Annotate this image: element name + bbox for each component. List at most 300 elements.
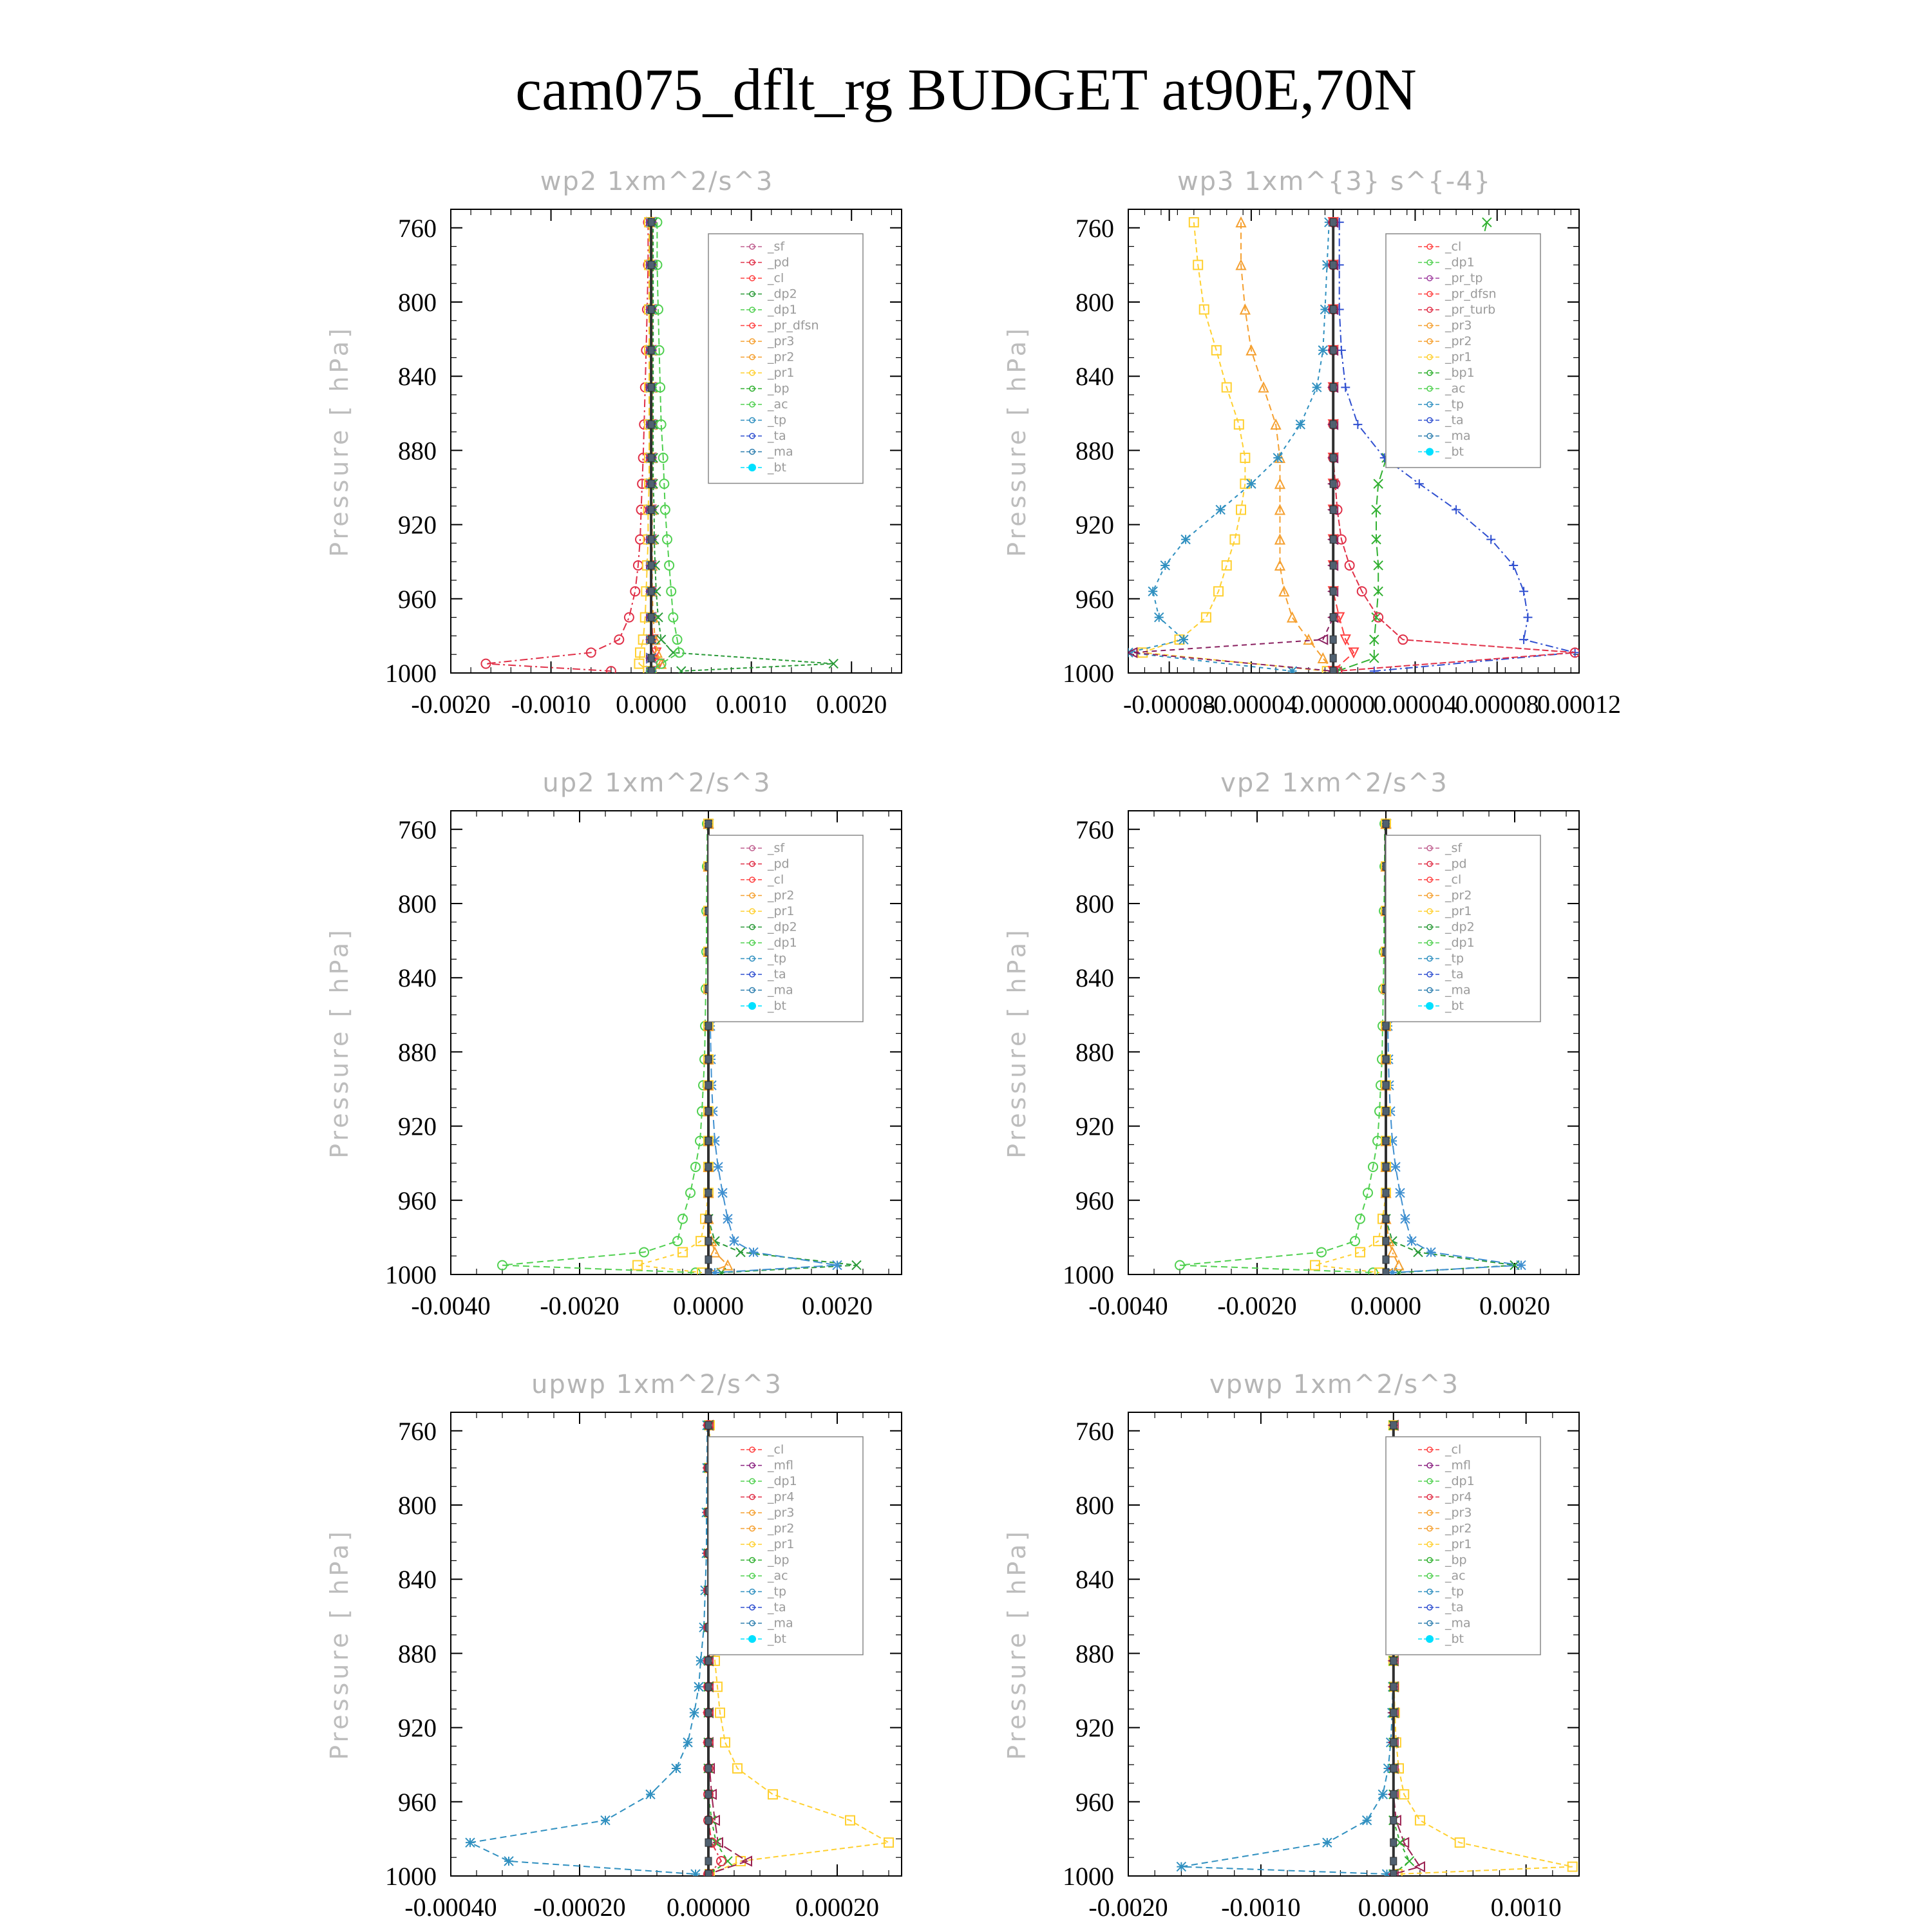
legend-label: _pr1: [1445, 904, 1472, 918]
legend-label: _mfl: [768, 1458, 793, 1473]
data-point-bt: [1383, 1269, 1389, 1276]
data-point-bt: [705, 1215, 712, 1223]
y-tick-label: 1000: [385, 1260, 437, 1289]
data-point-tp: [694, 1682, 703, 1691]
data-point-tp: [1401, 1215, 1410, 1224]
y-axis-label: Pressure [ hPa]: [1003, 325, 1031, 557]
data-point-bt: [705, 1839, 712, 1846]
y-tick-label: 840: [398, 963, 437, 993]
y-tick-label: 880: [1075, 1037, 1114, 1067]
y-tick-label: 800: [398, 1491, 437, 1520]
y-tick-label: 960: [1075, 1186, 1114, 1215]
legend-label: _pr1: [768, 904, 795, 918]
y-tick-label: 760: [1075, 815, 1114, 844]
legend-label: _cl: [768, 1443, 784, 1457]
data-point-bt: [705, 1108, 712, 1115]
data-point-bt: [648, 506, 654, 514]
legend-label: _ma: [1445, 1616, 1471, 1631]
data-point-bp: [1405, 1857, 1414, 1866]
y-tick-label: 960: [398, 584, 437, 614]
data-point-bt: [1390, 1683, 1397, 1690]
data-point-bt: [1383, 1256, 1389, 1264]
data-point-bt: [1390, 1765, 1397, 1772]
data-point-tp: [1396, 1188, 1405, 1197]
data-point-tp: [1247, 479, 1256, 488]
series-line-pr_turb: [1333, 222, 1354, 671]
y-tick-label: 800: [398, 288, 437, 317]
legend: [1386, 1437, 1540, 1655]
y-tick-label: 880: [398, 436, 437, 466]
series-line-tp: [470, 1425, 707, 1874]
data-point-bt: [1330, 306, 1336, 314]
legend-label: _sf: [768, 240, 785, 254]
legend: [1386, 234, 1540, 468]
data-point-pr1: [768, 1790, 777, 1799]
y-tick-label: 760: [1075, 1416, 1114, 1446]
legend-label: _ac: [768, 1569, 788, 1583]
data-point-tp: [691, 1870, 700, 1879]
x-tick-label: -0.0040: [411, 1291, 491, 1320]
data-point-pr3: [1288, 613, 1297, 622]
x-tick-label: -0.0010: [1221, 1893, 1301, 1922]
chart-panel-1: [325, 167, 902, 719]
legend-label: _dp1: [768, 1474, 797, 1488]
legend-marker: [1426, 448, 1434, 456]
figure-title: cam075_dflt_rg BUDGET at90E,70N: [515, 57, 1417, 122]
data-point-bt: [1330, 480, 1336, 488]
y-axis-label: Pressure [ hPa]: [325, 1528, 354, 1760]
data-point-bt: [1390, 1421, 1397, 1429]
data-point-bt: [705, 1056, 712, 1063]
legend-label: _tp: [768, 951, 787, 966]
data-point-dp1: [1350, 1236, 1359, 1245]
x-tick-label: -0.0010: [511, 690, 591, 719]
legend-label: _tp: [1445, 397, 1464, 412]
y-tick-label: 840: [398, 1565, 437, 1595]
y-tick-label: 1000: [1063, 1862, 1114, 1891]
data-point-tp: [1363, 1816, 1372, 1825]
data-point-bt: [1390, 1739, 1397, 1747]
data-point-tp: [1179, 635, 1188, 644]
data-point-bt: [1383, 1056, 1389, 1063]
x-tick-label: -0.0020: [540, 1291, 620, 1320]
data-point-bt: [705, 1237, 712, 1245]
legend-marker: [1426, 1002, 1434, 1010]
legend-label: _cl: [768, 873, 784, 887]
data-point-ta: [1519, 587, 1528, 596]
legend-label: _bt: [768, 460, 787, 475]
data-point-bt: [648, 454, 654, 462]
y-tick-label: 1000: [1063, 1260, 1114, 1289]
y-tick-label: 960: [398, 1186, 437, 1215]
data-point-tp: [1323, 1838, 1332, 1847]
data-point-tp: [1181, 535, 1190, 544]
legend-label: _ta: [1445, 413, 1464, 428]
series-line-tp: [1181, 1425, 1393, 1874]
data-point-tp: [504, 1857, 513, 1866]
data-point-tp: [1378, 1790, 1387, 1799]
y-tick-label: 800: [1075, 889, 1114, 918]
data-point-bt: [1330, 261, 1336, 269]
data-point-bt: [1330, 421, 1336, 428]
x-tick-label: 0.0020: [1479, 1291, 1550, 1320]
data-point-bt: [705, 1269, 712, 1276]
legend-label: _cl: [768, 271, 784, 285]
legend-label: _pr1: [1445, 350, 1472, 365]
legend-label: _ma: [768, 1616, 793, 1631]
x-tick-label: 0.00020: [795, 1893, 879, 1922]
data-point-bt: [648, 667, 654, 675]
chart-panel-2: [1003, 167, 1621, 719]
data-point-bt: [648, 383, 654, 391]
data-point-bt: [1390, 1870, 1397, 1878]
y-tick-label: 840: [1075, 963, 1114, 993]
x-tick-label: -0.00004: [1205, 690, 1298, 719]
data-point-bt: [1330, 506, 1336, 514]
legend-label: _bt: [768, 1632, 787, 1646]
data-point-bt: [1383, 1163, 1389, 1171]
data-point-pr1: [677, 667, 686, 676]
chart-panel-5: [325, 1370, 902, 1922]
data-point-tp: [718, 1188, 727, 1197]
x-tick-label: 0.00000: [667, 1893, 750, 1922]
y-tick-label: 960: [1075, 1787, 1114, 1817]
y-tick-label: 880: [1075, 1639, 1114, 1669]
y-axis-label: Pressure [ hPa]: [1003, 1528, 1031, 1760]
panel-title: up2 1xm^2/s^3: [542, 768, 772, 798]
data-point-pr3: [1304, 635, 1313, 644]
legend-label: _pr_turb: [1445, 303, 1496, 317]
legend-label: _ma: [768, 444, 793, 459]
chart-panels: [325, 167, 1621, 1922]
series-line-tp: [1128, 222, 1329, 671]
legend-label: _bp1: [1445, 366, 1475, 380]
data-point-tp: [1273, 453, 1282, 462]
legend-label: _dp1: [1445, 1474, 1475, 1488]
x-tick-label: 0.00000: [1291, 690, 1376, 719]
legend-label: _bp: [1445, 1553, 1467, 1567]
data-point-bt: [705, 1081, 712, 1089]
data-point-dp1: [1416, 1862, 1425, 1871]
legend-label: _ac: [768, 397, 788, 412]
y-tick-label: 1000: [385, 659, 437, 688]
data-point-bt: [1383, 1137, 1389, 1145]
data-point-bt: [1390, 1790, 1397, 1798]
x-tick-label: 0.00012: [1537, 690, 1621, 719]
y-tick-label: 760: [398, 213, 437, 243]
data-point-pr1: [1416, 1816, 1425, 1825]
legend-label: _dp2: [768, 920, 797, 934]
data-point-tp: [601, 1816, 610, 1825]
legend-label: _bp: [768, 381, 790, 396]
y-tick-label: 840: [1075, 362, 1114, 392]
legend-label: _pr2: [768, 1521, 795, 1536]
data-point-pr2: [710, 1247, 719, 1256]
legend-label: _dp2: [768, 287, 797, 301]
data-point-bt: [1390, 1817, 1397, 1824]
legend-label: _pr2: [768, 888, 795, 903]
y-tick-label: 800: [398, 889, 437, 918]
data-point-bt: [1383, 1215, 1389, 1223]
y-tick-label: 880: [398, 1639, 437, 1669]
x-tick-label: 0.0010: [715, 690, 787, 719]
x-tick-label: 0.0000: [673, 1291, 744, 1320]
data-point-pr2: [1388, 1247, 1397, 1256]
legend-label: _pr2: [768, 350, 795, 365]
data-point-pr1: [678, 1247, 687, 1256]
data-point-dp1: [673, 1236, 682, 1245]
legend: [708, 835, 863, 1022]
legend: [1386, 835, 1540, 1022]
data-point-bt: [705, 1870, 712, 1878]
data-point-bt: [1330, 454, 1336, 462]
data-point-bt: [705, 1256, 712, 1264]
legend-label: _tp: [1445, 951, 1464, 966]
data-point-pr2: [1394, 1261, 1403, 1270]
legend-label: _pr2: [1445, 334, 1472, 348]
legend-label: _dp1: [1445, 936, 1475, 950]
data-point-bt: [705, 1683, 712, 1690]
data-point-tp: [1216, 506, 1225, 515]
y-tick-label: 920: [398, 1713, 437, 1743]
data-point-tp: [1318, 346, 1327, 355]
series-line-dp1: [1180, 824, 1385, 1273]
legend-label: _pr4: [768, 1490, 795, 1504]
series-line-pr1: [638, 824, 708, 1273]
chart-panel-3: [325, 768, 902, 1320]
data-point-tp: [833, 1261, 842, 1270]
y-tick-label: 760: [1075, 213, 1114, 243]
data-point-dp2: [736, 1247, 745, 1256]
legend-label: _bp: [768, 1553, 790, 1567]
legend-label: _bt: [1445, 444, 1464, 459]
data-point-bt: [648, 536, 654, 544]
data-point-tp: [466, 1838, 475, 1847]
data-point-dp1: [625, 613, 634, 622]
data-point-tp: [1148, 587, 1157, 596]
data-point-bt: [1330, 614, 1336, 621]
y-axis-label: Pressure [ hPa]: [325, 927, 354, 1159]
legend-label: _pr2: [1445, 888, 1472, 903]
x-tick-label: 0.0000: [1358, 1893, 1429, 1922]
y-tick-label: 880: [1075, 436, 1114, 466]
legend-label: _sf: [1445, 841, 1463, 855]
legend-label: _dp2: [1445, 920, 1475, 934]
legend-label: _dp1: [1445, 255, 1475, 270]
x-tick-label: 0.00004: [1373, 690, 1457, 719]
legend-label: _tp: [768, 1584, 787, 1599]
data-point-bt: [1330, 218, 1336, 226]
legend-label: _cl: [1445, 240, 1462, 254]
panel-title: wp3 1xm^{3} s^{-4}: [1177, 167, 1492, 196]
x-tick-label: -0.0020: [1088, 1893, 1168, 1922]
y-tick-label: 920: [1075, 1713, 1114, 1743]
data-point-tp: [1426, 1247, 1435, 1256]
y-axis-label: Pressure [ hPa]: [1003, 927, 1031, 1159]
data-point-bt: [1383, 1189, 1389, 1197]
legend-label: _pr1: [768, 1537, 795, 1551]
data-point-tp: [1391, 1162, 1400, 1171]
data-point-bt: [705, 1817, 712, 1824]
data-point-tp: [1160, 561, 1170, 570]
data-point-bt: [1383, 1081, 1389, 1089]
data-point-pr1: [1230, 535, 1239, 544]
data-point-bt: [648, 218, 654, 226]
legend-label: _sf: [768, 841, 785, 855]
series-line-dp1: [502, 824, 707, 1273]
y-tick-label: 1000: [1063, 659, 1114, 688]
data-point-tp: [646, 1790, 655, 1799]
data-point-dp2: [1414, 1247, 1423, 1256]
data-point-tp: [1517, 1261, 1526, 1270]
legend-label: _cl: [1445, 873, 1462, 887]
legend-label: _pr1: [1445, 1537, 1472, 1551]
legend-label: _pr1: [768, 366, 795, 380]
data-point-bt: [705, 1657, 712, 1665]
legend-marker: [748, 1002, 756, 1010]
data-point-bt: [705, 1163, 712, 1171]
series-line-dp1: [486, 222, 648, 671]
data-point-bt: [705, 1857, 712, 1865]
y-tick-label: 760: [398, 1416, 437, 1446]
data-point-bt: [1383, 820, 1389, 828]
y-tick-label: 800: [1075, 1491, 1114, 1520]
panel-title: upwp 1xm^2/s^3: [531, 1370, 782, 1399]
data-point-bt: [1330, 654, 1336, 662]
legend-label: _pr_tp: [1445, 271, 1483, 285]
legend-label: _ma: [1445, 983, 1471, 998]
legend-label: _pr3: [768, 334, 795, 348]
x-tick-label: -0.00008: [1122, 690, 1216, 719]
legend-label: _pr_dfsn: [768, 318, 819, 333]
data-point-ta: [1523, 613, 1532, 622]
legend-label: _cl: [1445, 1443, 1462, 1457]
data-point-bt: [648, 346, 654, 354]
series-line-pr_dfsn: [1132, 222, 1333, 671]
panel-title: vp2 1xm^2/s^3: [1220, 768, 1448, 798]
legend-label: _tp: [1445, 1584, 1464, 1599]
legend-label: _ma: [1445, 429, 1471, 443]
y-tick-label: 920: [1075, 1112, 1114, 1141]
x-tick-label: 0.0020: [816, 690, 887, 719]
data-point-bt: [1383, 1022, 1389, 1030]
legend-label: _pr3: [1445, 318, 1472, 333]
chart-panel-6: [1003, 1370, 1579, 1922]
data-point-bt: [705, 1709, 712, 1717]
data-point-bt: [1330, 636, 1336, 643]
data-point-tp: [672, 1764, 681, 1773]
data-point-bt: [1330, 346, 1336, 354]
data-point-bt: [1330, 383, 1336, 391]
data-point-bt: [648, 636, 654, 643]
data-point-bt: [1330, 562, 1336, 569]
data-point-bt: [705, 820, 712, 828]
legend-label: _bt: [1445, 999, 1464, 1013]
legend-label: _dp1: [768, 303, 797, 317]
data-point-bt: [648, 587, 654, 595]
data-point-bt: [648, 614, 654, 621]
y-tick-label: 760: [398, 815, 437, 844]
x-tick-label: 0.0020: [802, 1291, 873, 1320]
x-tick-label: 0.0010: [1490, 1893, 1562, 1922]
legend-label: _ta: [768, 967, 786, 981]
x-tick-label: 0.0000: [616, 690, 687, 719]
data-point-bt: [648, 261, 654, 269]
data-point-bt: [1383, 1237, 1389, 1245]
data-point-ta: [1353, 420, 1362, 429]
data-point-tp: [1155, 613, 1164, 622]
data-point-bt: [1383, 1108, 1389, 1115]
x-tick-label: -0.0020: [411, 690, 491, 719]
y-tick-label: 800: [1075, 288, 1114, 317]
y-tick-label: 960: [398, 1787, 437, 1817]
series-line-pr3: [1241, 222, 1333, 671]
y-tick-label: 840: [398, 362, 437, 392]
data-point-tp: [1296, 420, 1305, 429]
y-tick-label: 920: [398, 1112, 437, 1141]
legend-label: _pr3: [768, 1506, 795, 1520]
legend-label: _pd: [768, 255, 790, 270]
data-point-bt: [1390, 1839, 1397, 1846]
data-point-tp: [690, 1709, 699, 1718]
legend: [708, 234, 863, 484]
legend-label: _tp: [768, 413, 787, 428]
data-point-ac: [1482, 218, 1492, 227]
data-point-dp1: [1374, 613, 1383, 622]
legend-label: _ta: [1445, 1600, 1464, 1615]
legend-label: _pr_dfsn: [1445, 287, 1497, 301]
data-point-bt: [705, 1765, 712, 1772]
y-tick-label: 920: [1075, 510, 1114, 540]
legend-label: _ac: [1445, 381, 1466, 396]
y-tick-label: 880: [398, 1037, 437, 1067]
data-point-bt: [705, 1790, 712, 1798]
data-point-bt: [648, 306, 654, 314]
legend-label: _ta: [768, 429, 786, 443]
data-point-bt: [648, 480, 654, 488]
data-point-bt: [705, 1421, 712, 1429]
data-point-tp: [723, 1215, 732, 1224]
legend-marker: [748, 1635, 756, 1643]
data-point-tp: [1312, 383, 1321, 392]
data-point-bt: [705, 1189, 712, 1197]
data-point-bt: [1330, 667, 1336, 675]
data-point-bt: [1390, 1709, 1397, 1717]
data-point-bt: [648, 562, 654, 569]
data-point-bt: [648, 654, 654, 662]
data-point-tp: [714, 1162, 723, 1171]
x-tick-label: -0.0020: [1217, 1291, 1297, 1320]
legend-label: _ma: [768, 983, 793, 998]
y-tick-label: 920: [398, 510, 437, 540]
legend-label: _ac: [1445, 1569, 1466, 1583]
legend-marker: [748, 464, 756, 471]
series-line-bp: [651, 222, 679, 671]
legend: [708, 1437, 863, 1655]
data-point-ta: [1341, 383, 1350, 392]
data-point-bt: [1330, 536, 1336, 544]
y-tick-label: 1000: [385, 1862, 437, 1891]
panel-title: wp2 1xm^2/s^3: [540, 167, 774, 196]
data-point-tp: [683, 1738, 692, 1747]
chart-panel-4: [1003, 768, 1579, 1320]
legend-label: _ta: [768, 1600, 786, 1615]
data-point-bt: [1390, 1657, 1397, 1665]
x-tick-label: -0.00040: [404, 1893, 497, 1922]
data-point-tp: [749, 1247, 758, 1256]
legend-label: _mfl: [1445, 1458, 1471, 1473]
data-point-tp: [730, 1236, 739, 1245]
